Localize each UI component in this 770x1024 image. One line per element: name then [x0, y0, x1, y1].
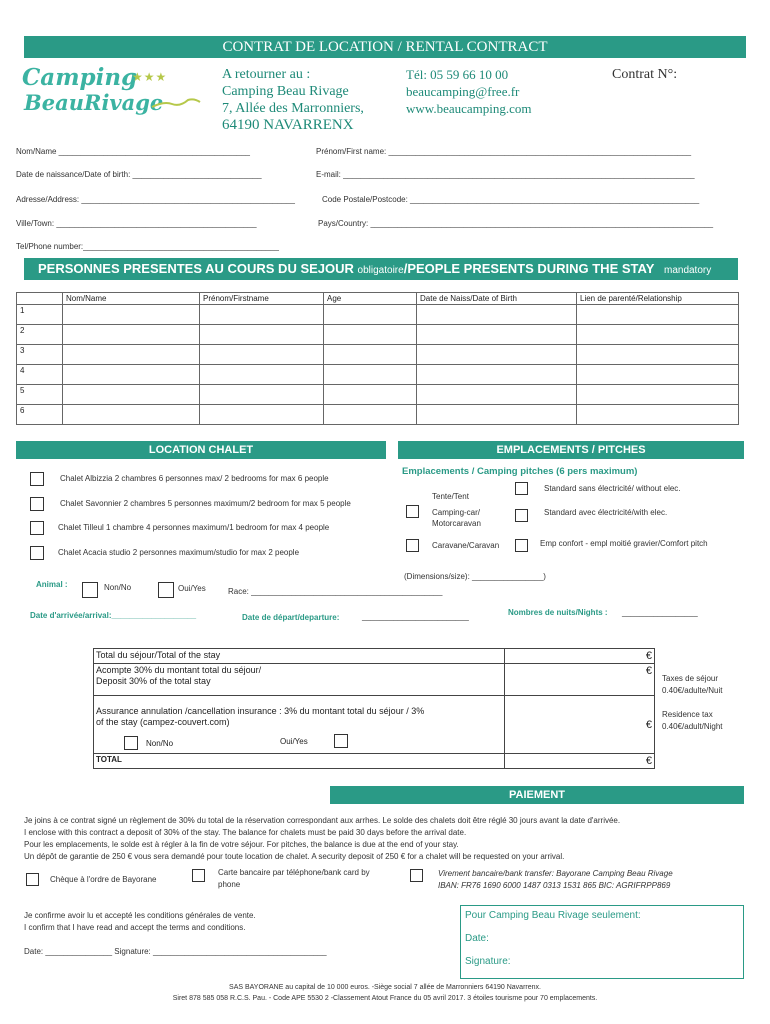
- table-row: [94, 696, 655, 754]
- table-cell[interactable]: [200, 345, 324, 365]
- tax-rate-fr: 0.40€/adulte/Nuit: [662, 686, 723, 695]
- table-cell[interactable]: [200, 365, 324, 385]
- row-number: 1: [17, 305, 63, 325]
- office-use-title: Pour Camping Beau Rivage seulement:: [465, 910, 641, 921]
- persons-table: [16, 292, 739, 425]
- logo-camping: Camping: [22, 64, 138, 91]
- table-cell[interactable]: [63, 385, 200, 405]
- table-cell[interactable]: [324, 325, 417, 345]
- tax-label-en: Residence tax: [662, 710, 713, 719]
- table-row: [94, 664, 655, 696]
- deposit-amount[interactable]: €: [505, 664, 655, 696]
- document-title: CONTRAT DE LOCATION / RENTAL CONTRACT: [24, 36, 746, 58]
- address-line: A retourner au :: [222, 67, 311, 82]
- animal-yes-checkbox[interactable]: [158, 582, 174, 598]
- table-cell[interactable]: [200, 325, 324, 345]
- std-elec-label: Standard avec électricité/with elec.: [544, 508, 668, 517]
- column-header: [17, 293, 63, 305]
- contact-info: [406, 66, 532, 117]
- table-cell[interactable]: [417, 405, 577, 425]
- cheque-label: Chèque à l'ordre de Bayorane: [50, 875, 157, 884]
- table-cell[interactable]: [200, 305, 324, 325]
- insurance-label: [94, 696, 505, 754]
- nights-field[interactable]: _________________: [622, 608, 698, 617]
- campingcar-checkbox[interactable]: [406, 505, 419, 518]
- cheque-checkbox[interactable]: [26, 873, 39, 886]
- phone-text: Tél: 05 59 66 10 00: [406, 67, 509, 82]
- transfer-label: Virement bancaire/bank transfer: Bayorane Camping Beau Rivage: [438, 869, 673, 878]
- tax-label-fr: Taxes de séjour: [662, 674, 719, 683]
- email-link[interactable]: beaucamping@free.fr: [406, 84, 520, 99]
- column-header: Age: [324, 293, 417, 305]
- row-number: 6: [17, 405, 63, 425]
- column-header: Lien de parenté/Relationship: [577, 293, 739, 305]
- insurance-yes-label: Oui/Yes: [280, 737, 308, 746]
- postcode-field[interactable]: Code Postale/Postcode: _________________________________________________________________: [322, 195, 700, 204]
- chalet-tilleul-label: Chalet Tilleul 1 chambre 4 personnes maximum/1 bedroom for max 4 people: [58, 523, 330, 532]
- animal-label: Animal :: [36, 580, 68, 589]
- table-cell[interactable]: [577, 385, 739, 405]
- persons-mandatory-en: mandatory: [663, 265, 712, 276]
- persons-title-en: /PEOPLE PRESENTS DURING THE STAY: [403, 261, 655, 276]
- table-cell[interactable]: [417, 305, 577, 325]
- star-rating-icon: ★★★: [132, 70, 168, 84]
- row-number: 2: [17, 325, 63, 345]
- table-cell[interactable]: [63, 365, 200, 385]
- iban-text: IBAN: FR76 1690 6000 1487 0313 1531 865 BIC: AGRIFRPP869: [438, 881, 671, 890]
- table-cell[interactable]: [577, 405, 739, 425]
- table-cell[interactable]: [417, 325, 577, 345]
- tent-label: Tente/Tent: [432, 492, 469, 501]
- table-cell[interactable]: [63, 405, 200, 425]
- footer-line: Siret 878 585 058 R.C.S. Pau. - Code APE 5530 2 -Classement Atout France du 05 avril 2017. 3 étoiles tourisme pour 70 emplacements.: [172, 995, 598, 1002]
- address-field[interactable]: Adresse/Address: ________________________________________________: [16, 195, 295, 204]
- table-cell[interactable]: [577, 365, 739, 385]
- row-number: 5: [17, 385, 63, 405]
- table-cell[interactable]: [63, 305, 200, 325]
- table-cell[interactable]: [417, 385, 577, 405]
- tent-checkbox[interactable]: [515, 539, 528, 552]
- deposit-label-en: Deposit 30% of the total stay: [96, 676, 211, 686]
- city-field[interactable]: Ville/Town: _____________________________________________: [16, 219, 257, 228]
- table-cell[interactable]: [324, 305, 417, 325]
- chalet-savonnier-checkbox[interactable]: [30, 497, 44, 511]
- table-cell[interactable]: [417, 345, 577, 365]
- table-cell[interactable]: [324, 365, 417, 385]
- table-header-row: [17, 293, 739, 305]
- payment-section-header: PAIEMENT: [330, 786, 744, 804]
- return-address: [222, 66, 364, 134]
- table-cell[interactable]: [63, 325, 200, 345]
- race-field[interactable]: Race: ___________________________________________: [228, 587, 443, 596]
- deposit-label-fr: Acompte 30% du montant total du séjour/: [96, 665, 262, 675]
- insurance-amount[interactable]: €: [505, 696, 655, 754]
- logo-beaurivage: BeauRivage: [24, 90, 164, 115]
- payment-terms-line: Je joins à ce contrat signé un règlement de 30% du total de la réservation correspondant aux arrhes. Le solde des chalets doit être réglé 30 jours avant la date d'arrivée.: [24, 816, 621, 825]
- phone-field[interactable]: Tel/Phone number:____________________________________________: [16, 242, 279, 251]
- table-row: [17, 345, 739, 365]
- table-row: [17, 305, 739, 325]
- comfort-label: Emp confort - empl moitié gravier/Comfort pitch: [540, 539, 708, 548]
- birthdate-field[interactable]: Date de naissance/Date of birth: _____________________________: [16, 170, 262, 179]
- persons-section-header: [24, 258, 738, 280]
- transfer-checkbox[interactable]: [410, 869, 423, 882]
- insurance-yes-checkbox[interactable]: [334, 734, 348, 748]
- office-date-label: Date:: [465, 933, 489, 944]
- tax-rate-en: 0.40€/adult/Night: [662, 722, 723, 731]
- table-row: [17, 405, 739, 425]
- chalet-tilleul-checkbox[interactable]: [30, 521, 44, 535]
- std-no-elec-checkbox[interactable]: [515, 482, 528, 495]
- pitches-section-header: EMPLACEMENTS / PITCHES: [398, 441, 744, 459]
- row-number: 3: [17, 345, 63, 365]
- table-row: [94, 754, 655, 769]
- table-cell[interactable]: [577, 325, 739, 345]
- payment-terms-line: Pour les emplacements, le solde est à régler à la fin de votre séjour. For pitches, the balance is due at the end of your stay.: [24, 840, 459, 849]
- chalet-section-header: LOCATION CHALET: [16, 441, 386, 459]
- chalet-savonnier-label: Chalet Savonnier 2 chambres 5 personnes maximum/2 bedroom for max 5 people: [60, 499, 351, 508]
- payment-terms-line: Un dépôt de garantie de 250 € vous sera demandé pour toute location de chalet. A security deposit of 250 € for a chalet will be requested on your arrival.: [24, 852, 565, 861]
- card-label-cont: phone: [218, 880, 241, 889]
- table-cell[interactable]: [200, 405, 324, 425]
- arrival-date-field[interactable]: Date d'arrivée/arrival:___________________: [30, 611, 197, 620]
- animal-no-label: Non/No: [104, 583, 132, 592]
- total-label: TOTAL: [94, 754, 505, 769]
- caravan-label: Caravane/Caravan: [432, 541, 500, 550]
- country-field[interactable]: Pays/Country: _____________________________________________________________________________: [318, 219, 714, 228]
- office-signature-label: Signature:: [465, 956, 511, 967]
- chalet-acacia-checkbox[interactable]: [30, 546, 44, 560]
- footer: [0, 982, 770, 1004]
- pitches-subtitle: Emplacements / Camping pitches (6 pers maximum): [402, 466, 638, 477]
- card-checkbox[interactable]: [192, 869, 205, 882]
- nights-label: Nombres de nuits/Nights :: [508, 608, 608, 617]
- std-no-elec-label: Standard sans électricité/ without elec.: [544, 484, 681, 493]
- table-cell[interactable]: [324, 345, 417, 365]
- animal-no-checkbox[interactable]: [82, 582, 98, 598]
- chalet-albizzia-checkbox[interactable]: [30, 472, 44, 486]
- total-stay-label: Total du séjour/Total of the stay: [94, 649, 505, 664]
- website-link[interactable]: www.beaucamping.com: [406, 101, 532, 116]
- table-row: [17, 365, 739, 385]
- address-line: 7, Allée des Marronniers,: [222, 101, 364, 116]
- payment-terms: [24, 815, 746, 863]
- name-field[interactable]: Nom/Name ___________________________________________: [16, 147, 250, 156]
- animal-yes-label: Oui/Yes: [178, 584, 206, 593]
- std-elec-checkbox[interactable]: [515, 509, 528, 522]
- insurance-label-fr: Assurance annulation /cancellation insurance : 3% du montant total du séjour / 3%: [96, 706, 425, 716]
- caravan-checkbox[interactable]: [406, 539, 419, 552]
- campingcar-label: Camping-car/ Motorcaravan: [432, 508, 481, 528]
- footer-line: SAS BAYORANE au capital de 10 000 euros. -Siège social 7 allée de Marronniers 64190 Navarrenx.: [229, 984, 541, 991]
- payment-terms-line: I enclose with this contract a deposit of 30% of the stay. The balance for chalets must be paid 30 days before the arrival date.: [24, 828, 467, 837]
- insurance-no-checkbox[interactable]: [124, 736, 138, 750]
- departure-date-label: Date de départ/departure:: [242, 613, 340, 622]
- firstname-field[interactable]: Prénom/First name: ____________________________________________________________________: [316, 147, 692, 156]
- column-header: Prénom/Firstname: [200, 293, 324, 305]
- column-header: Nom/Name: [63, 293, 200, 305]
- confirm-text-fr: Je confirme avoir lu et accepté les conditions générales de vente.: [24, 911, 256, 920]
- table-row: [17, 325, 739, 345]
- table-row: [94, 649, 655, 664]
- insurance-label-en: of the stay (campez-couvert.com): [96, 717, 230, 727]
- table-cell[interactable]: [417, 365, 577, 385]
- insurance-no-label: Non/No: [146, 739, 174, 748]
- column-header: Date de Naiss/Date of Birth: [417, 293, 577, 305]
- date-signature-field[interactable]: Date: _______________ Signature: _______________________________________: [24, 947, 327, 956]
- table-cell[interactable]: [324, 405, 417, 425]
- chalet-acacia-label: Chalet Acacia studio 2 personnes maximum/studio for max 2 people: [58, 548, 300, 557]
- mountain-logo-icon: [150, 96, 202, 110]
- card-label: Carte bancaire par téléphone/bank card by: [218, 868, 370, 877]
- table-cell[interactable]: [200, 385, 324, 405]
- contract-number-label: Contrat N°:: [612, 67, 678, 82]
- address-line: Camping Beau Rivage: [222, 84, 349, 99]
- total-stay-amount[interactable]: €: [505, 649, 655, 664]
- table-cell[interactable]: [577, 345, 739, 365]
- address-line: 64190 NAVARRENX: [222, 117, 354, 133]
- dimensions-field[interactable]: (Dimensions/size): ________________): [404, 572, 546, 581]
- persons-title-fr: PERSONNES PRESENTES AU COURS DU SEJOUR: [38, 261, 354, 276]
- total-amount[interactable]: €: [505, 754, 655, 769]
- office-use-box: [460, 905, 744, 979]
- row-number: 4: [17, 365, 63, 385]
- totals-table: [93, 648, 655, 769]
- deposit-label: [94, 664, 505, 696]
- chalet-albizzia-label: Chalet Albizzia 2 chambres 6 personnes max/ 2 bedrooms for max 6 people: [60, 474, 329, 483]
- email-field[interactable]: E-mail: _______________________________________________________________________________: [316, 170, 695, 179]
- table-row: [17, 385, 739, 405]
- departure-date-field[interactable]: ________________________: [362, 612, 469, 621]
- table-cell[interactable]: [63, 345, 200, 365]
- confirm-text-en: I confirm that I have read and accept the terms and conditions.: [24, 923, 246, 932]
- table-cell[interactable]: [577, 305, 739, 325]
- table-cell[interactable]: [324, 385, 417, 405]
- persons-mandatory-fr: obligatoire: [357, 265, 404, 276]
